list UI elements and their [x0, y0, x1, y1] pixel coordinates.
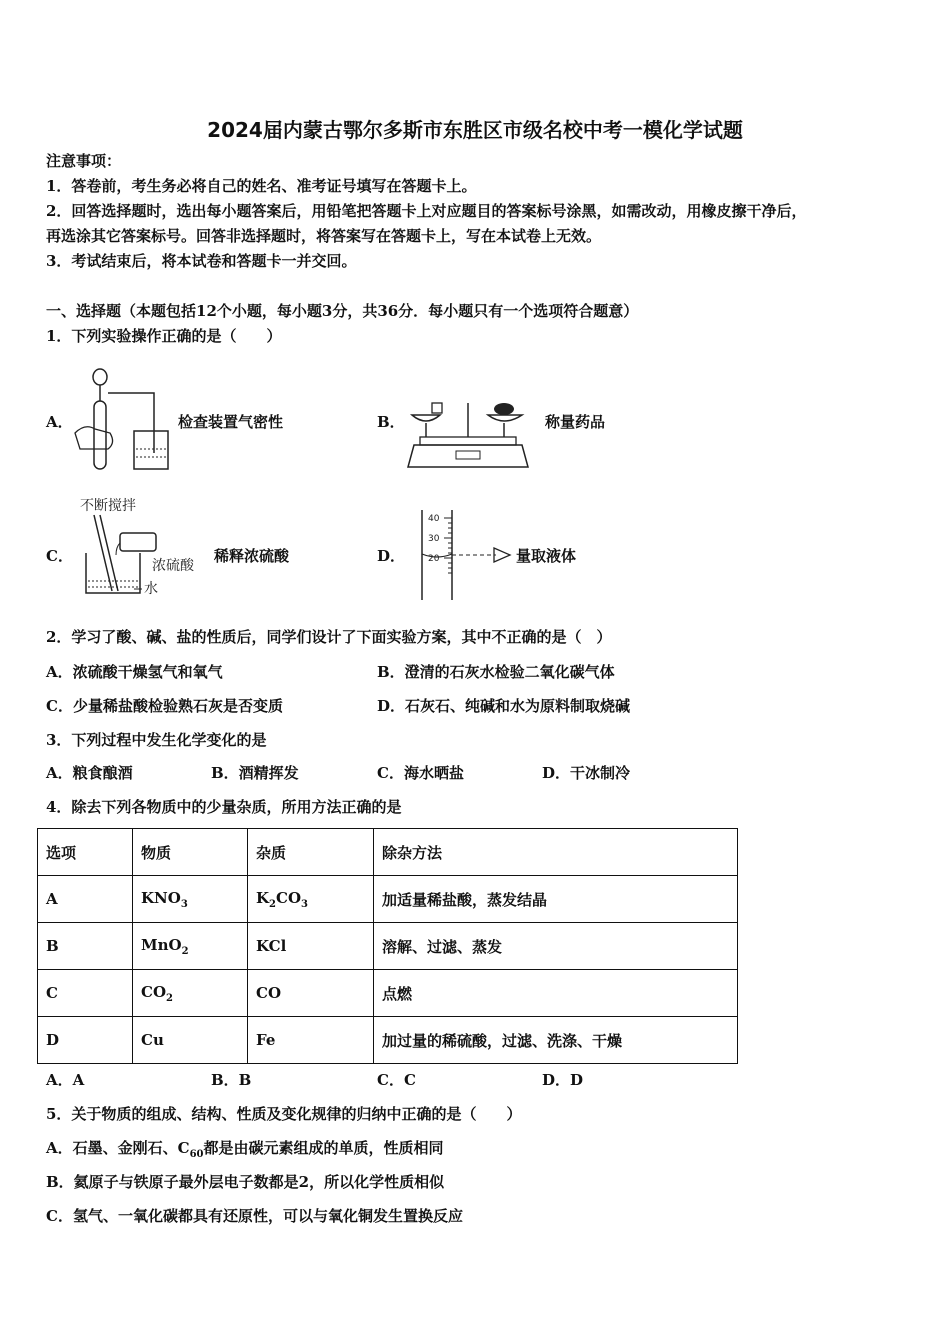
q5-option-a: A．石墨、金刚石、$C_{60}$都是由碳元素组成的单质，性质相同 [46, 1139, 444, 1160]
q1-option-d-letter: D． [377, 547, 406, 565]
q2-option: B．澄清的石灰水检验二氧化碳气体 [377, 663, 615, 681]
section-heading: 一、选择题（本题包括12个小题，每小题3分，共36分．每小题只有一个选项符合题意） [46, 302, 639, 320]
q3-option: C．海水晒盐 [377, 764, 464, 782]
method-cell: 溶解、过滤、蒸发 [374, 923, 738, 970]
notice-heading: 注意事项： [46, 152, 122, 170]
table-header-row [38, 829, 738, 876]
table-row [38, 876, 738, 923]
impurity-cell: Fe [248, 1017, 374, 1064]
q2-option: D．石灰石、纯碱和水为原料制取烧碱 [377, 697, 631, 715]
q3-stem: 3．下列过程中发生化学变化的是 [46, 731, 267, 749]
method-cell: 加过量的稀硫酸，过滤、洗涤、干燥 [374, 1017, 738, 1064]
option-cell: D [38, 1017, 133, 1064]
q1-option-c-letter: C． [46, 547, 73, 565]
notice-item: 1．答卷前，考生务必将自己的姓名、准考证号填写在答题卡上。 [46, 177, 477, 195]
balance-figure [404, 393, 532, 473]
q1-stem: 1．下列实验操作正确的是（ ） [46, 327, 282, 345]
method-cell: 点燃 [374, 970, 738, 1017]
table-row [38, 970, 738, 1017]
q4-answer: B．B [211, 1071, 252, 1089]
q3-option: D．干冰制冷 [542, 764, 631, 782]
q3-option: B．酒精挥发 [211, 764, 299, 782]
q5-option-c: C．氢气、一氧化碳都具有还原性，可以与氧化铜发生置换反应 [46, 1207, 463, 1225]
tick-label: 20 [428, 554, 440, 564]
header-cell: 除杂方法 [374, 829, 738, 876]
option-cell: A [38, 876, 133, 923]
substance-cell: Cu [133, 1017, 248, 1064]
notice-item: 2．回答选择题时，选出每小题答案后，用铅笔把答题卡上对应题目的答案标号涂黑，如需改动，用橡皮擦干净后， [46, 202, 807, 220]
option-cell: B [38, 923, 133, 970]
q5-stem: 5．关于物质的组成、结构、性质及变化规律的归纳中正确的是（ ） [46, 1105, 522, 1123]
notice-item: 再选涂其它答案标号。回答非选择题时，将答案写在答题卡上，写在本试卷上无效。 [46, 227, 602, 245]
substance-cell: MnO$_2$ [133, 923, 248, 970]
q4-answer: D．D [542, 1071, 584, 1089]
q4-answer: C．C [377, 1071, 416, 1089]
q2-option: C．少量稀盐酸检验熟石灰是否变质 [46, 697, 283, 715]
page-title: 2024届内蒙古鄂尔多斯市东胜区市级名校中考一模化学试题 [207, 118, 743, 142]
table-row [38, 1017, 738, 1064]
q2-option: A．浓硫酸干燥氢气和氧气 [46, 663, 223, 681]
header-cell: 选项 [38, 829, 133, 876]
substance-cell: $KNO_3$ [133, 876, 248, 923]
method-cell: 加适量稀盐酸，蒸发结晶 [374, 876, 738, 923]
acid-label: 浓硫酸 [152, 558, 194, 574]
option-cell: C [38, 970, 133, 1017]
impurity-cell: KCl [248, 923, 374, 970]
tick-label: 30 [428, 534, 440, 544]
header-cell: 杂质 [248, 829, 374, 876]
q4-answer: A．A [46, 1071, 85, 1089]
graduated-cylinder-figure [416, 508, 514, 602]
q1-option-a-caption: 检查装置气密性 [178, 413, 284, 431]
q3-option: A．粮食酿酒 [46, 764, 133, 782]
q5-option-b: B．氦原子与铁原子最外层电子数都是2，所以化学性质相似 [46, 1173, 445, 1191]
tick-label: 40 [428, 514, 440, 524]
table-row [38, 923, 738, 970]
q1-option-a-letter: A． [46, 413, 73, 431]
q1-option-b-letter: B． [377, 413, 405, 431]
stir-label: 不断搅拌 [80, 498, 136, 514]
substance-cell: $CO_2$ [133, 970, 248, 1017]
airtight-check-figure [70, 363, 170, 475]
q4-stem: 4．除去下列各物质中的少量杂质，所用方法正确的是 [46, 798, 402, 816]
dilute-acid-figure [72, 493, 212, 601]
water-label: 水 [144, 581, 158, 597]
notice-item: 3．考试结束后，将本试卷和答题卡一并交回。 [46, 252, 357, 270]
impurity-table [37, 828, 738, 1064]
q1-option-b-caption: 称量药品 [545, 413, 606, 431]
header-cell: 物质 [133, 829, 248, 876]
impurity-cell: CO [248, 970, 374, 1017]
q2-stem: 2．学习了酸、碱、盐的性质后，同学们设计了下面实验方案，其中不正确的是（ ） [46, 628, 612, 646]
impurity-cell: $K_2CO_3$ [248, 876, 374, 923]
q1-option-d-caption: 量取液体 [516, 547, 577, 565]
q1-option-c-caption: 稀释浓硫酸 [214, 547, 290, 565]
